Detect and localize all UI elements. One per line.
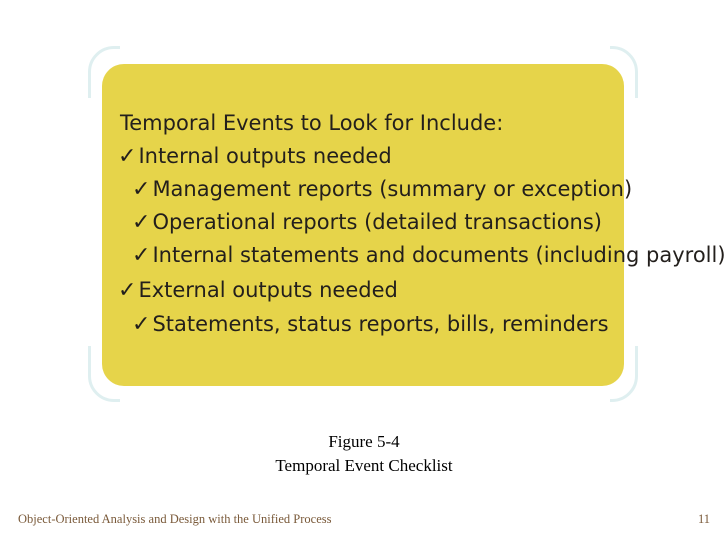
footer-book-title: Object-Oriented Analysis and Design with the Unified Process bbox=[18, 512, 332, 526]
check-mark-icon: ✓ bbox=[132, 243, 151, 268]
checklist-item: ✓External outputs needed bbox=[118, 278, 398, 303]
page-number: 11 bbox=[697, 512, 710, 526]
check-mark-icon: ✓ bbox=[118, 144, 137, 169]
checklist-item: ✓Statements, status reports, bills, reminders bbox=[132, 312, 609, 337]
checklist-item: ✓Management reports (summary or exception) bbox=[132, 177, 633, 202]
figure-title: Temporal Event Checklist bbox=[275, 456, 453, 475]
check-mark-icon: ✓ bbox=[118, 278, 137, 303]
checklist-item: ✓Internal outputs needed bbox=[118, 144, 392, 169]
checklist-item: ✓Operational reports (detailed transactions) bbox=[132, 210, 602, 235]
check-mark-icon: ✓ bbox=[132, 177, 151, 202]
checklist-item: ✓Internal statements and documents (including payroll) bbox=[132, 243, 726, 268]
check-mark-icon: ✓ bbox=[132, 210, 151, 235]
check-mark-icon: ✓ bbox=[132, 312, 151, 337]
checklist-title: Temporal Events to Look for Include: bbox=[120, 111, 504, 135]
figure-number: Figure 5-4 bbox=[328, 432, 400, 451]
